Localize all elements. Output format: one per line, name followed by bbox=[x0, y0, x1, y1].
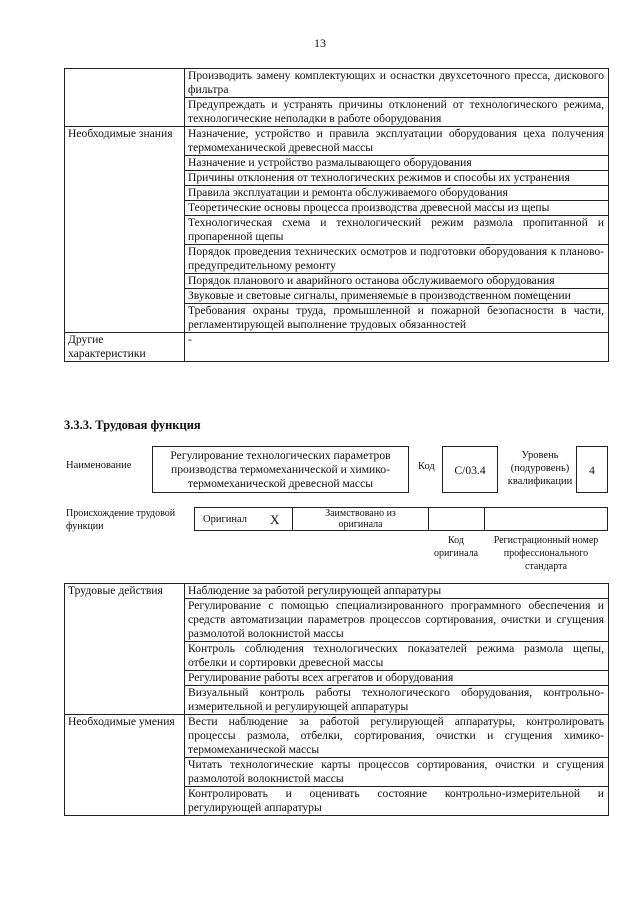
table-row bbox=[65, 127, 609, 156]
row-label: Необходимые умения bbox=[65, 715, 185, 816]
origin-code-cell bbox=[428, 507, 484, 531]
table-cell: Технологическая схема и технологический режим размола пропитанной и пропаренной щепы bbox=[185, 216, 609, 245]
page-number: 13 bbox=[314, 36, 326, 50]
table-row bbox=[65, 584, 609, 599]
level-label: Уровень (подуровень) квалификации bbox=[507, 450, 573, 487]
row-label bbox=[65, 69, 185, 127]
code-label: Код bbox=[418, 461, 435, 472]
table-row bbox=[65, 333, 609, 362]
table-cell: Наблюдение за работой регулирующей аппаратуры bbox=[185, 584, 609, 599]
origin-borrowed-cell bbox=[292, 507, 428, 531]
table-cell: Назначение, устройство и правила эксплуатации оборудования цеха получения термомеханической древесной массы bbox=[185, 127, 609, 156]
origin-original-cell bbox=[194, 507, 292, 531]
table-cell: Контролировать и оценивать состояние контрольно-измерительной и регулирующей аппаратуры bbox=[185, 787, 609, 816]
table-cell: Правила эксплуатации и ремонта обслуживаемого оборудования bbox=[185, 186, 609, 201]
code-value: C/03.4 bbox=[454, 464, 486, 477]
table-cell: Предупреждать и устранять причины отклонений от технологического режима, технологические неполадки в работе оборудования bbox=[185, 98, 609, 127]
code-box bbox=[442, 446, 498, 493]
table-cell: Требования охраны труда, промышленной и пожарной безопасности в части, регламентирующей выполнение трудовых обязанностей bbox=[185, 304, 609, 333]
row-label: Другие характеристики bbox=[65, 333, 185, 362]
table-cell: Контроль соблюдения технологических показателей режима размола щепы, отбелки и сортировки древесной массы bbox=[185, 642, 609, 671]
table-row bbox=[65, 715, 609, 758]
table-cell: Назначение и устройство размалывающего оборудования bbox=[185, 156, 609, 171]
borrowed-label: Заимствовано из оригинала bbox=[325, 508, 396, 530]
table-row bbox=[65, 69, 609, 98]
table-cell: Визуальный контроль работы технологического оборудования, контрольно-измерительной и регулирующей аппаратуры bbox=[185, 686, 609, 715]
origin-code-label: Код оригинала bbox=[433, 535, 479, 559]
origin-reg-cell bbox=[484, 507, 608, 531]
table-cell: Звуковые и световые сигналы, применяемые в производственном помещении bbox=[185, 289, 609, 304]
original-mark: X bbox=[270, 512, 280, 527]
table-cell: Регулирование работы всех агрегатов и оборудования bbox=[185, 671, 609, 686]
actions-table bbox=[64, 583, 609, 816]
row-label: Необходимые знания bbox=[65, 127, 185, 333]
table-cell: Порядок планового и аварийного останова обслуживаемого оборудования bbox=[185, 274, 609, 289]
table-cell: Вести наблюдение за работой регулирующей аппаратуры, контролировать процессы размола, отбелки, сортирования, очистки и сгущения химико-термомеханической массы bbox=[185, 715, 609, 758]
reg-number-label: Регистрационный номер профессионального стандарта bbox=[493, 535, 599, 572]
table-cell: Причины отклонения от технологических режимов и способы их устранения bbox=[185, 171, 609, 186]
table-cell: - bbox=[185, 333, 609, 362]
table-cell: Читать технологические карты процессов сортирования, очистки и сгущения размолотой волокнистой массы bbox=[185, 758, 609, 787]
level-box bbox=[576, 446, 608, 493]
row-label: Трудовые действия bbox=[65, 584, 185, 715]
section-title: 3.3.3. Трудовая функция bbox=[64, 418, 201, 432]
original-label: Оригинал bbox=[203, 514, 247, 525]
name-value-box bbox=[152, 446, 409, 493]
origin-label: Происхождение трудовой функции bbox=[66, 508, 176, 532]
name-value: Регулирование технологических параметров производства термомеханической и химико-термомеханической древесной массы bbox=[170, 449, 391, 490]
table-cell: Теоретические основы процесса производства древесной массы из щепы bbox=[185, 201, 609, 216]
knowledge-table bbox=[64, 68, 609, 362]
table-cell: Порядок проведения технических осмотров и подготовки оборудования к планово-предупредительному ремонту bbox=[185, 245, 609, 274]
table-cell: Регулирование с помощью специализированного программного обеспечения и средств автоматизации параметров процессов сортирования, очистки и сгущения размолотой волокнистой массы bbox=[185, 599, 609, 642]
table-cell: Производить замену комплектующих и оснастки двухсеточного пресса, дискового фильтра bbox=[185, 69, 609, 98]
level-value: 4 bbox=[589, 464, 595, 477]
name-label: Наименование bbox=[66, 460, 132, 471]
